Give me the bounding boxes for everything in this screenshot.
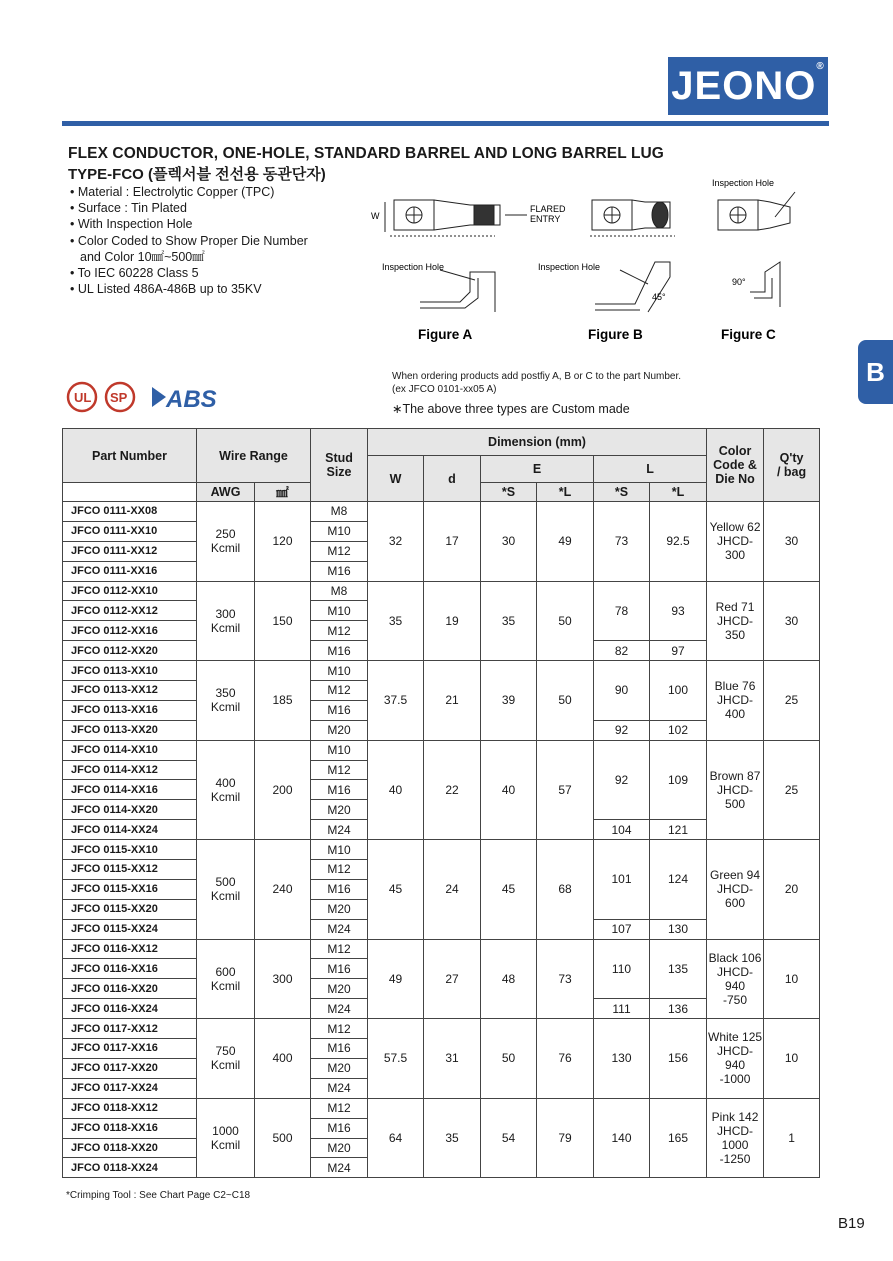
part-number-cell: JFCO 0118-XX12 (63, 1098, 197, 1118)
d-cell: 19 (424, 581, 481, 661)
e-s-cell: 39 (481, 661, 537, 741)
inspection-hole-label-b: Inspection Hole (538, 262, 601, 272)
header-color-line: Code & (713, 458, 757, 472)
e-s-cell: 50 (481, 1019, 537, 1099)
header-blank (63, 483, 197, 502)
e-l-cell: 79 (537, 1098, 594, 1178)
part-number-cell: JFCO 0112-XX10 (63, 581, 197, 601)
color-code-line: 500 (725, 796, 746, 811)
lug-figures (370, 172, 820, 352)
color-code-line: 1000 (721, 1138, 749, 1152)
figure-b-top-view (590, 200, 675, 236)
awg-value: 400 (215, 775, 236, 790)
awg-unit: Kcmil (210, 789, 241, 804)
awg-cell (197, 1019, 255, 1099)
w-cell: 49 (368, 939, 424, 1019)
color-code-line: Blue 76 (714, 679, 756, 694)
stud-size-cell: M12 (311, 860, 368, 880)
part-number-cell: JFCO 0115-XX24 (63, 919, 197, 939)
l-s-cell: 92 (594, 720, 650, 740)
ul-logo (68, 383, 96, 411)
stud-size-cell: M12 (311, 681, 368, 701)
e-s-cell: 54 (481, 1098, 537, 1178)
l-s-cell: 92 (594, 740, 650, 820)
section-tab[interactable]: B (858, 340, 893, 404)
color-code-cell (707, 661, 764, 741)
color-code-line: 400 (725, 707, 746, 722)
abs-logo (152, 386, 217, 413)
color-code-line: JHCD- (717, 1124, 754, 1138)
e-l-cell: 49 (537, 502, 594, 582)
awg-cell (197, 661, 255, 741)
color-code-line: -750 (723, 992, 748, 1007)
l-l-cell: 121 (650, 820, 707, 840)
part-number-cell: JFCO 0115-XX12 (63, 860, 197, 880)
header-w: W (368, 456, 424, 502)
l-l-cell: 93 (650, 581, 707, 641)
part-number-cell: JFCO 0117-XX24 (63, 1078, 197, 1098)
l-s-cell: 111 (594, 999, 650, 1019)
angle-45-label: 45° (652, 292, 666, 302)
stud-size-cell: M20 (311, 800, 368, 820)
color-code-line: 600 (725, 896, 746, 911)
table-row (63, 939, 820, 959)
awg-cell (197, 740, 255, 839)
stud-size-cell: M16 (311, 641, 368, 661)
header-e-l: *L (537, 483, 594, 502)
color-code-line: Green 94 (710, 868, 761, 883)
abs-logo-text: ABS (166, 386, 217, 413)
qty-cell: 25 (764, 740, 820, 839)
e-s-cell: 35 (481, 581, 537, 661)
header-l-l: *L (650, 483, 707, 502)
inspection-hole-label-a: Inspection Hole (382, 262, 445, 272)
color-code-line: 940 (725, 1058, 746, 1073)
mm2-cell: 300 (255, 939, 311, 1019)
header-color-line: Color (718, 444, 752, 458)
header-color-line: Die No (715, 472, 755, 486)
certification-logos (66, 379, 236, 415)
figure-a-label: Figure A (418, 327, 473, 342)
d-cell: 27 (424, 939, 481, 1019)
spec-item: • Material : Electrolytic Copper (TPC) (70, 184, 308, 200)
mm2-cell: 200 (255, 740, 311, 839)
part-number-cell: JFCO 0115-XX20 (63, 899, 197, 919)
stud-size-cell: M20 (311, 720, 368, 740)
e-s-cell: 40 (481, 740, 537, 839)
spec-item: and Color 10㎟~500㎟ (80, 249, 205, 264)
header-qty-line: / bag (776, 465, 807, 479)
stud-size-cell: M10 (311, 601, 368, 621)
stud-size-cell: M12 (311, 1019, 368, 1039)
l-s-cell: 104 (594, 820, 650, 840)
w-label: W (371, 211, 380, 221)
figure-c-side-view (750, 262, 780, 307)
l-l-cell: 109 (650, 740, 707, 820)
part-number-cell: JFCO 0113-XX20 (63, 720, 197, 740)
spec-item: • Surface : Tin Plated (70, 200, 308, 216)
header-l-s: *S (594, 483, 650, 502)
awg-value: 600 (215, 964, 236, 979)
l-s-cell: 107 (594, 919, 650, 939)
stud-size-cell: M16 (311, 959, 368, 979)
color-code-line: JHCD- (717, 964, 754, 979)
mm2-cell: 185 (255, 661, 311, 741)
stud-size-cell: M16 (311, 700, 368, 720)
color-code-line: JHCD- (717, 693, 754, 708)
mm2-cell: 400 (255, 1019, 311, 1099)
awg-unit: Kcmil (210, 978, 241, 993)
table-row (63, 581, 820, 601)
header-qty-line: Q'ty (779, 451, 804, 465)
l-l-cell: 135 (650, 939, 707, 999)
awg-unit: Kcmil (210, 1138, 241, 1152)
header-part-number: Part Number (63, 429, 197, 483)
spec-table (62, 428, 820, 1178)
part-number-cell: JFCO 0113-XX12 (63, 681, 197, 701)
part-number-cell: JFCO 0114-XX16 (63, 780, 197, 800)
awg-value: 350 (215, 686, 236, 701)
e-l-cell: 73 (537, 939, 594, 1019)
l-l-cell: 97 (650, 641, 707, 661)
brand-logo (668, 57, 828, 115)
l-s-cell: 78 (594, 581, 650, 641)
awg-unit: Kcmil (210, 620, 241, 635)
qty-cell: 1 (764, 1098, 820, 1178)
color-code-line: Yellow 62 (709, 520, 761, 535)
table-row (63, 661, 820, 681)
stud-size-cell: M24 (311, 1078, 368, 1098)
stud-size-cell: M20 (311, 1138, 368, 1158)
inspection-hole-label-c: Inspection Hole (712, 178, 775, 188)
mm2-cell: 150 (255, 581, 311, 661)
e-l-cell: 50 (537, 661, 594, 741)
w-cell: 64 (368, 1098, 424, 1178)
custom-made-note: ∗The above three types are Custom made (392, 402, 630, 416)
csa-logo-text: SP (110, 390, 128, 405)
header-stud-size-line: Stud (325, 451, 353, 465)
l-l-cell: 156 (650, 1019, 707, 1099)
l-l-cell: 124 (650, 840, 707, 920)
l-l-cell: 130 (650, 919, 707, 939)
l-l-cell: 100 (650, 661, 707, 721)
angle-90-label: 90° (732, 277, 746, 287)
mm2-cell: 240 (255, 840, 311, 939)
ordering-note (392, 370, 681, 396)
stud-size-cell: M16 (311, 1118, 368, 1138)
header-l: L (594, 456, 707, 483)
awg-unit: Kcmil (210, 889, 241, 904)
l-s-cell: 101 (594, 840, 650, 920)
figure-b-side-view (595, 262, 670, 312)
spec-item: • Color Coded to Show Proper Die Number (70, 233, 308, 249)
w-cell: 45 (368, 840, 424, 939)
d-cell: 22 (424, 740, 481, 839)
color-code-line: Black 106 (708, 950, 762, 965)
awg-cell (197, 939, 255, 1019)
awg-unit: Kcmil (210, 700, 241, 715)
figure-b-label: Figure B (588, 327, 643, 342)
figure-c-top-view (718, 192, 795, 230)
l-l-cell: 102 (650, 720, 707, 740)
part-number-cell: JFCO 0114-XX20 (63, 800, 197, 820)
awg-cell (197, 502, 255, 582)
stud-size-cell: M24 (311, 999, 368, 1019)
l-l-cell: 165 (650, 1098, 707, 1178)
part-number-cell: JFCO 0115-XX16 (63, 879, 197, 899)
spec-item: • With Inspection Hole (70, 216, 308, 232)
header-mm2: ㎟ (255, 483, 311, 502)
part-number-cell: JFCO 0114-XX10 (63, 740, 197, 760)
part-number-cell: JFCO 0118-XX24 (63, 1158, 197, 1178)
e-s-cell: 45 (481, 840, 537, 939)
awg-value: 250 (215, 527, 236, 542)
awg-value: 1000 (212, 1124, 239, 1138)
w-cell: 32 (368, 502, 424, 582)
w-cell: 35 (368, 581, 424, 661)
part-number-cell: JFCO 0117-XX12 (63, 1019, 197, 1039)
part-number-cell: JFCO 0112-XX20 (63, 641, 197, 661)
header-stud-size-line: Size (326, 465, 352, 479)
header-color-code (707, 429, 764, 502)
l-l-cell: 136 (650, 999, 707, 1019)
part-number-cell: JFCO 0112-XX12 (63, 601, 197, 621)
awg-unit: Kcmil (210, 1058, 241, 1073)
color-code-line: Red 71 (715, 599, 755, 614)
l-s-cell: 110 (594, 939, 650, 999)
figure-a-top-view (385, 200, 500, 236)
part-number-cell: JFCO 0114-XX12 (63, 760, 197, 780)
d-cell: 21 (424, 661, 481, 741)
header-rule (62, 121, 829, 126)
d-cell: 17 (424, 502, 481, 582)
header-e-s: *S (481, 483, 537, 502)
part-number-cell: JFCO 0116-XX24 (63, 999, 197, 1019)
awg-value: 750 (215, 1044, 236, 1059)
awg-unit: Kcmil (210, 541, 241, 556)
color-code-line: Pink 142 (711, 1110, 759, 1124)
stud-size-cell: M20 (311, 899, 368, 919)
table-row (63, 1098, 820, 1118)
qty-cell: 10 (764, 939, 820, 1019)
part-number-cell: JFCO 0116-XX16 (63, 959, 197, 979)
l-s-cell: 140 (594, 1098, 650, 1178)
spec-item: • UL Listed 486A-486B up to 35KV (70, 281, 308, 297)
header-stud-size (311, 429, 368, 502)
color-code-line: JHCD- (717, 882, 754, 897)
part-number-cell: JFCO 0114-XX24 (63, 820, 197, 840)
stud-size-cell: M10 (311, 521, 368, 541)
e-l-cell: 68 (537, 840, 594, 939)
table-row (63, 740, 820, 760)
w-cell: 57.5 (368, 1019, 424, 1099)
color-code-line: White 125 (708, 1030, 763, 1045)
color-code-cell (707, 840, 764, 939)
stud-size-cell: M16 (311, 1039, 368, 1059)
color-code-line: -1000 (719, 1072, 751, 1087)
stud-size-cell: M10 (311, 840, 368, 860)
awg-cell (197, 581, 255, 661)
header-wire-range: Wire Range (197, 429, 311, 483)
color-code-cell (707, 1019, 764, 1099)
part-number-cell: JFCO 0118-XX16 (63, 1118, 197, 1138)
awg-value: 300 (215, 606, 236, 621)
d-cell: 31 (424, 1019, 481, 1099)
flared-entry-label: FLARED (530, 204, 566, 214)
awg-cell (197, 1098, 255, 1178)
stud-size-cell: M12 (311, 621, 368, 641)
color-code-line: JHCD- (717, 613, 754, 628)
figure-c-label: Figure C (721, 327, 776, 342)
part-number-cell: JFCO 0113-XX16 (63, 700, 197, 720)
mm2-cell: 120 (255, 502, 311, 582)
header-awg: AWG (197, 483, 255, 502)
part-number-cell: JFCO 0117-XX20 (63, 1058, 197, 1078)
color-code-line: JHCD- (717, 1044, 754, 1059)
stud-size-cell: M24 (311, 820, 368, 840)
part-number-cell: JFCO 0111-XX08 (63, 502, 197, 522)
registered-mark: ® (816, 61, 825, 72)
part-number-cell: JFCO 0112-XX16 (63, 621, 197, 641)
e-l-cell: 57 (537, 740, 594, 839)
csa-logo (106, 383, 134, 411)
awg-value: 500 (215, 875, 236, 890)
d-cell: 24 (424, 840, 481, 939)
stud-size-cell: M10 (311, 661, 368, 681)
part-number-cell: JFCO 0115-XX10 (63, 840, 197, 860)
qty-cell: 30 (764, 581, 820, 661)
l-s-cell: 73 (594, 502, 650, 582)
part-number-cell: JFCO 0116-XX20 (63, 979, 197, 999)
qty-cell: 25 (764, 661, 820, 741)
l-s-cell: 82 (594, 641, 650, 661)
stud-size-cell: M12 (311, 541, 368, 561)
color-code-line: JHCD- (717, 782, 754, 797)
stud-size-cell: M8 (311, 581, 368, 601)
stud-size-cell: M8 (311, 502, 368, 522)
color-code-line: Brown 87 (709, 768, 761, 783)
qty-cell: 10 (764, 1019, 820, 1099)
mm2-cell: 500 (255, 1098, 311, 1178)
ordering-note-example: (ex JFCO 0101-xx05 A) (392, 384, 497, 395)
l-s-cell: 90 (594, 661, 650, 721)
color-code-line: JHCD- (717, 534, 754, 549)
e-l-cell: 50 (537, 581, 594, 661)
part-number-cell: JFCO 0111-XX12 (63, 541, 197, 561)
spec-list (70, 184, 308, 297)
header-qty (764, 429, 820, 502)
qty-cell: 20 (764, 840, 820, 939)
part-number-cell: JFCO 0111-XX10 (63, 521, 197, 541)
table-row (63, 502, 820, 522)
color-code-line: 940 (725, 978, 746, 993)
d-cell: 35 (424, 1098, 481, 1178)
stud-size-cell: M10 (311, 740, 368, 760)
color-code-cell (707, 939, 764, 1019)
stud-size-cell: M20 (311, 1058, 368, 1078)
w-cell: 40 (368, 740, 424, 839)
e-s-cell: 48 (481, 939, 537, 1019)
awg-cell (197, 840, 255, 939)
table-row (63, 1019, 820, 1039)
part-number-cell: JFCO 0113-XX10 (63, 661, 197, 681)
color-code-cell (707, 581, 764, 661)
stud-size-cell: M16 (311, 561, 368, 581)
qty-cell: 30 (764, 502, 820, 582)
stud-size-cell: M16 (311, 780, 368, 800)
header-dimension: Dimension (mm) (368, 429, 707, 456)
stud-size-cell: M12 (311, 1098, 368, 1118)
l-s-cell: 130 (594, 1019, 650, 1099)
color-code-cell (707, 740, 764, 839)
part-number-cell: JFCO 0118-XX20 (63, 1138, 197, 1158)
footnote: *Crimping Tool : See Chart Page C2~C18 (66, 1190, 251, 1201)
color-code-cell (707, 1098, 764, 1178)
flared-entry-label-2: ENTRY (530, 214, 561, 224)
stud-size-cell: M16 (311, 879, 368, 899)
w-cell: 37.5 (368, 661, 424, 741)
spec-table-body (63, 502, 820, 1178)
table-row (63, 840, 820, 860)
color-code-cell (707, 502, 764, 582)
stud-size-cell: M20 (311, 979, 368, 999)
page-number: B19 (838, 1215, 865, 1232)
color-code-line: -1250 (719, 1152, 751, 1166)
figure-a-side-view (420, 270, 495, 312)
page-title: FLEX CONDUCTOR, ONE-HOLE, STANDARD BARREL AND LONG BARREL LUG (68, 145, 664, 162)
l-l-cell: 92.5 (650, 502, 707, 582)
stud-size-cell: M12 (311, 939, 368, 959)
stud-size-cell: M24 (311, 919, 368, 939)
ordering-note-line: When ordering products add postfiy A, B or C to the part Number. (392, 371, 682, 382)
stud-size-cell: M24 (311, 1158, 368, 1178)
part-number-cell: JFCO 0116-XX12 (63, 939, 197, 959)
brand-name: JEONO (671, 64, 817, 108)
spec-item: • To IEC 60228 Class 5 (70, 265, 308, 281)
part-number-cell: JFCO 0117-XX16 (63, 1039, 197, 1059)
header-e: E (481, 456, 594, 483)
e-l-cell: 76 (537, 1019, 594, 1099)
part-number-cell: JFCO 0111-XX16 (63, 561, 197, 581)
color-code-line: 300 (725, 548, 746, 563)
page-subtitle: TYPE-FCO (플렉서블 전선용 동관단자) (68, 166, 326, 183)
ul-logo-text: UL (74, 390, 92, 405)
stud-size-cell: M12 (311, 760, 368, 780)
color-code-line: 350 (725, 627, 746, 642)
header-d: d (424, 456, 481, 502)
e-s-cell: 30 (481, 502, 537, 582)
